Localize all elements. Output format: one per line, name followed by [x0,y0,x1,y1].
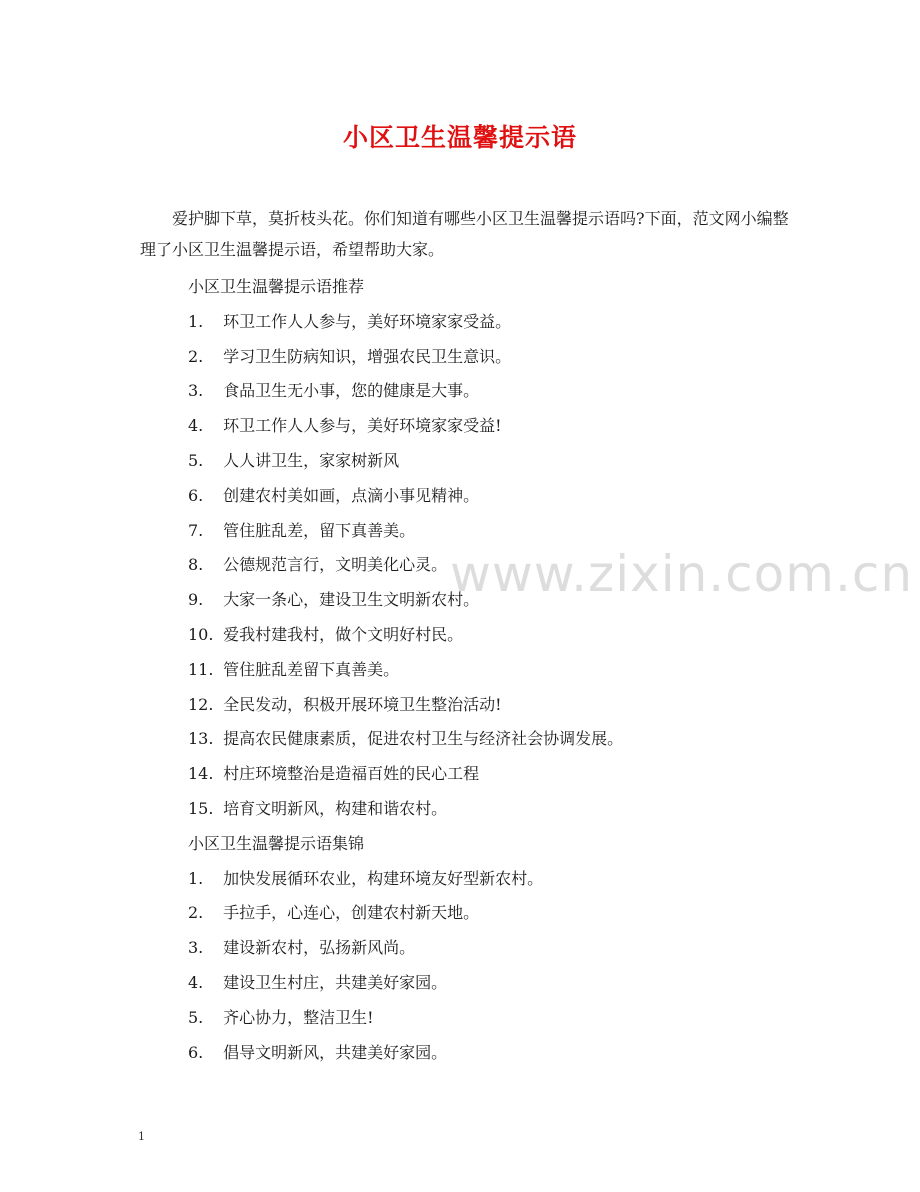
item-number: 13. [188,729,214,749]
item-number: 14. [188,764,214,784]
item-number: 15. [188,798,214,818]
list-item [188,966,828,1001]
item-text: 环卫工作人人参与，美好环境家家受益。 [223,311,512,331]
list-item [188,722,828,757]
list-item [188,618,828,653]
list-item [188,374,828,409]
list-item [188,479,828,514]
item-number: 5. [188,1007,204,1027]
item-number: 9. [188,590,204,610]
item-text: 学习卫生防病知识，增强农民卫生意识。 [223,346,512,366]
item-number: 11. [188,659,214,679]
item-text: 全民发动，积极开展环境卫生整治活动! [223,694,502,714]
item-text: 倡导文明新风，共建美好家园。 [223,1042,448,1062]
item-text: 手拉手，心连心，创建农村新天地。 [223,903,480,923]
list-item [188,792,828,827]
item-text: 管住脏乱差，留下真善美。 [223,520,416,540]
list-item [188,444,828,479]
item-text: 环卫工作人人参与，美好环境家家受益! [223,416,502,436]
list-item [188,305,828,340]
list-item [188,1001,828,1036]
item-number: 2. [188,346,204,366]
item-number: 1. [188,868,204,888]
item-text: 培育文明新风，构建和谐农村。 [223,798,448,818]
item-number: 3. [188,381,204,401]
watermark: www.zixin.com.cn [450,545,914,603]
list-item [188,757,828,792]
item-number: 2. [188,903,204,923]
item-number: 4. [188,416,204,436]
list-item [188,931,828,966]
intro-paragraph: 爱护脚下草，莫折枝头花。你们知道有哪些小区卫生温馨提示语吗?下面，范文网小编整理了小区卫生温馨提示语，希望帮助大家。 [140,209,789,259]
content-list [188,270,828,1070]
item-number: 4. [188,972,204,992]
item-text: 管住脏乱差留下真善美。 [223,659,400,679]
list-item [188,896,828,931]
item-number: 1. [188,311,204,331]
item-number: 5. [188,450,204,470]
list-item [188,409,828,444]
item-text: 创建农村美如画，点滴小事见精神。 [223,485,480,505]
item-text: 加快发展循环农业，构建环境友好型新农村。 [223,868,544,888]
item-text: 齐心协力，整洁卫生! [223,1007,374,1027]
item-text: 爱我村建我村，做个文明好村民。 [223,624,464,644]
list-item [188,1036,828,1071]
item-text: 建设卫生村庄，共建美好家园。 [223,972,448,992]
document-title: 小区卫生温馨提示语 [342,123,577,152]
item-text: 公德规范言行，文明美化心灵。 [223,555,448,575]
list-item [188,688,828,723]
list-item [188,653,828,688]
item-number: 8. [188,555,204,575]
list-item [188,340,828,375]
item-text: 村庄环境整治是造福百姓的民心工程 [223,764,480,784]
item-number: 7. [188,520,204,540]
list-item [188,514,828,549]
list-item [188,862,828,897]
item-text: 大家一条心，建设卫生文明新农村。 [223,590,480,610]
item-text: 提高农民健康素质，促进农村卫生与经济社会协调发展。 [223,729,624,749]
item-number: 3. [188,938,204,958]
item-text: 人人讲卫生，家家树新风 [223,450,400,470]
item-number: 6. [188,1042,204,1062]
item-number: 6. [188,485,204,505]
item-number: 10. [188,624,214,644]
item-text: 食品卫生无小事，您的健康是大事。 [223,381,480,401]
page-number: 1 [138,1130,145,1143]
item-number: 12. [188,694,214,714]
item-text: 建设新农村，弘扬新风尚。 [223,938,416,958]
section-heading-collection: 小区卫生温馨提示语集锦 [188,833,365,853]
section-heading-recommend: 小区卫生温馨提示语推荐 [188,277,365,296]
